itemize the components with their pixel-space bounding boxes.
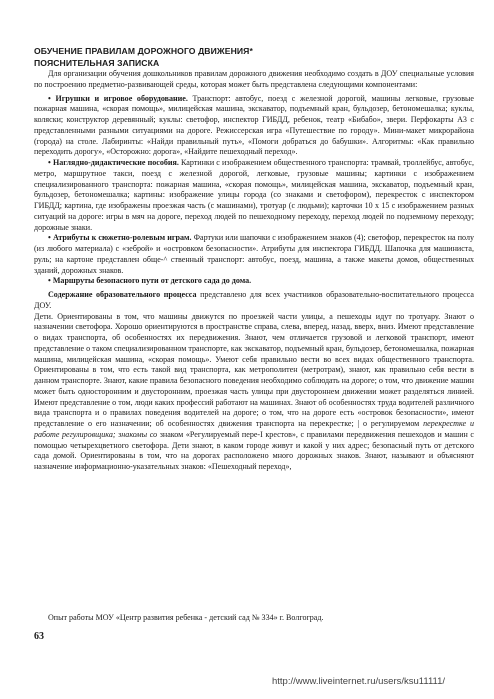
body-text [34,69,474,473]
author-note: Опыт работы МОУ «Центр развития ребенка - детский сад № 334» г. Волгоград. [48,613,324,622]
children-text-italic: перекрестке и работе регулировщика; знакомы со [34,419,474,439]
attributes-paragraph [34,233,474,276]
watermark-url: http://www.liveinternet.ru/users/ksu11111/ [272,676,446,687]
page-subtitle: ПОЯСНИТЕЛЬНАЯ ЗАПИСКА [34,58,160,68]
content-text: представлено для всех участников образовательно-воспитательного процесса ДОУ. [34,290,474,310]
routes-label: • Маршруты безопасного пути от детского сада до дома. [48,276,252,286]
toys-label: • Игрушки и игровое оборудование. [48,93,188,103]
children-paragraph [34,312,474,473]
children-text-1: Дети. Ориентированы в том, что машины движутся по проезжей части улицы, а пешеходы идут по тротуару. Знают о назначении светофора. Хорошо ориентируются в пространстве справа, слева, вперед, назад, вверх, вниз. Имеют представление о видах транспорта, об особенностях их передвижения. Знают, чем отличается грузовой и легковой транспорт, имеют представление о таком специализированном транспорте, как экскаватор, подъемный кран, бульдозер, бетономешалка, пожарная машина, милицейская машина, «скорая помощь». Умеют себя правильно вести во всех видах общественного транспорта. Ориентированы в том, что есть такой вид транспорта, как метрополитен (метротрам), знают, как правильно себя вести в данном транспорте. Знают, какие правила безопасного поведения необходимо соблюдать на дороге; о том, что движение машин может быть односторонним и двусторонним, проезжая часть улицы при двустороннем движении может разделяться линией. Имеют представление о том, люди каких профессий работают на машинах. Знают об особенностях труда водителей различного вида транспорта и о правилах поведения водителей на дороге; о том, что на дороге есть «островок безопасности», имеют представление о его назначении; об особенностях движения транспорта на перекрестке; | о регулируемом [34,311,474,428]
content-paragraph [34,290,474,312]
visual-aids-paragraph [34,158,474,233]
visual-aids-label: • Наглядно-дидактические пособия. [48,158,179,167]
page-number: 63 [34,631,44,642]
attributes-label: • Атрибуты к сюжетно-ролевым играм. [48,233,192,243]
intro-paragraph: Для организации обучения дошкольников правилам дорожного движения необходимо создать в ДОУ специальные условия по построению предметно-развивающей среды, которая может быть представлена следующими компонентами: [34,69,474,89]
content-label: Содержание образовательного процесса [48,290,197,299]
routes-paragraph [34,276,474,287]
visual-aids-text: Картинки с изображением общественного транспорта: трамвай, троллейбус, автобус, метро, маршрутное такси, поезд с железной дорогой, легковые, грузовые машины; картинки с изображением специализированного транспорта: пожарная машина, «скорая помощь», милицейская машина, экскаватор, подъемный кран, бульдозер, бетономешалка; картины: изображение улицы города (со знаками и светофором), перекресток с инспектором ГИБДД; картина, где изображены проезжая часть (с машинами), тротуар (с людьми); карточки 10 х 15 с изображением разных ситуаций на дороге: игры в мяч на дороге, переход людей по пешеходному переходу, переход людей по подземному переходу; дорожные знаки. [34,158,474,232]
toys-text: Транспорт: автобус, поезд с железной дорогой, машины легковые, грузовые пожарная машина, «скорая помощь», милицейская машина, экскаватор, подъемный кран, бульдозер, бетономешалка; куклы, коляски; конструктор деревянный; куклы: светофор, инспектор ГИБДД, ребенок, театр «Бибабо», звери. Перфокарты А3 с представленными разными ситуациями на дороге. Режиссерская игра «Путешествие по городу». Мини-макет микрорайона (города) на столе. Лабиринты: «Найди правильный путь», «Помоги добраться до бабушки». Алгоритмы: «Как правильно переходить дорогу», «Осторожно: дорога», «Найдите пешеходный переход». [34,93,474,157]
attributes-text: Фартуки или шапочки с изображением знаков (4); светофор, перекресток на полу (из любого материала) с «зеброй» и «островком безопасности». Атрибуты для инспектора ГИБДД. Шапочка для машиниста, руль; на картоне представлен обще-^ ственный транспорт: автобус, поезд, машина, а также макеты домов, общественных зданий, дорожных знаков. [34,233,474,275]
toys-paragraph [34,94,474,159]
page-title: ОБУЧЕНИЕ ПРАВИЛАМ ДОРОЖНОГО ДВИЖЕНИЯ* [34,46,253,56]
children-text-2: знаком «Регулируемый пере-I крестов», с правилами передвижения пешеходов и машин с помощью четырехцветного светофора. Дети знают, в каком городе живут и какой у них адрес; безопасный путь от детского сада домой. Ориентированы в том, что на дорогах расположено много дорожных знаков. Знают, называют и объясняют назначение информационно-указательных знаков: «Пешеходный переход», [34,429,474,471]
